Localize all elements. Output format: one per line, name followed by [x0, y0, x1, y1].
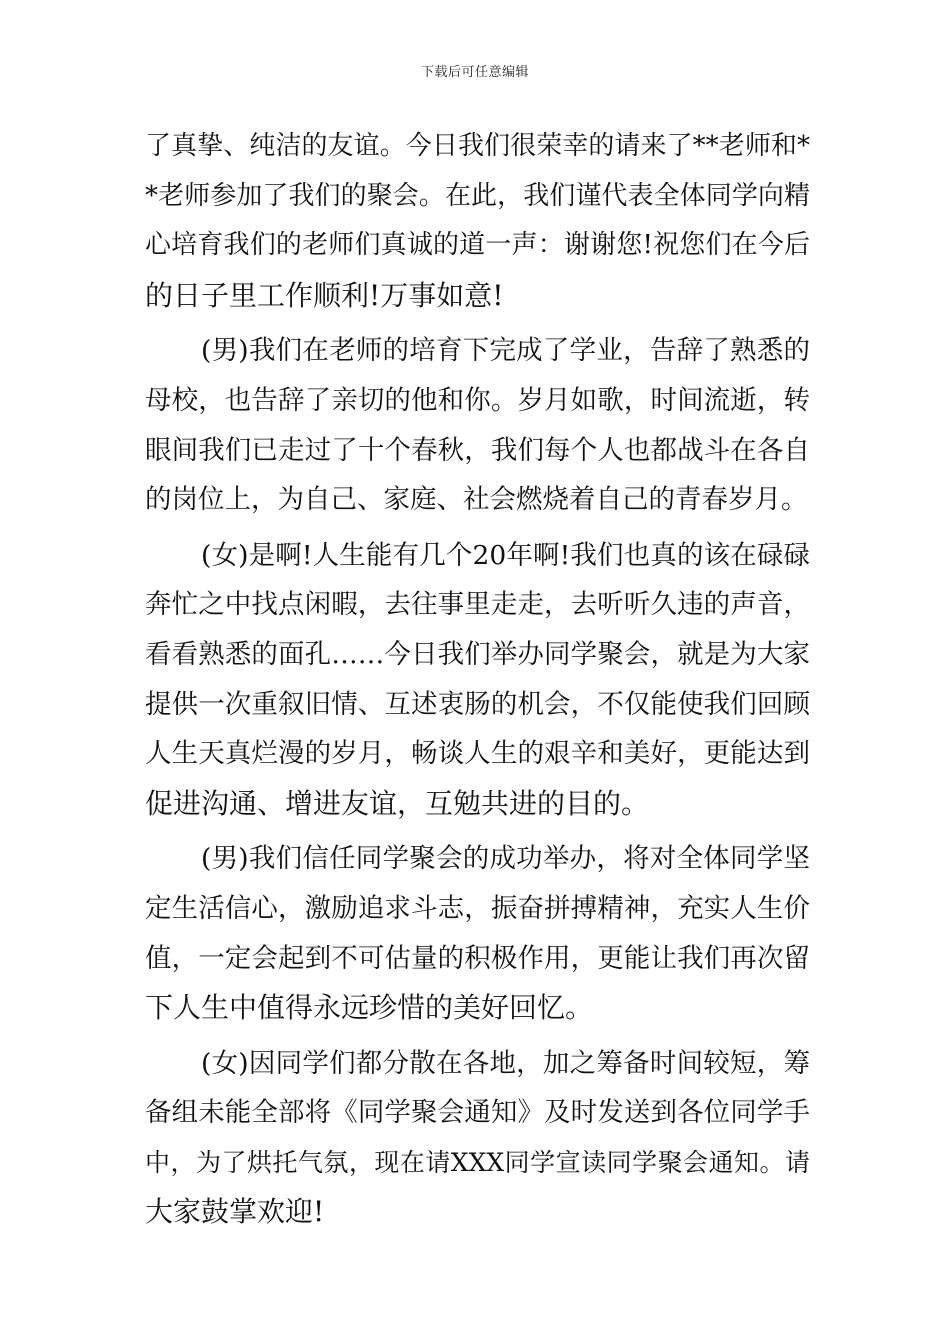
text-line: 看看熟悉的面孔……今日我们举办同学聚会，就是为大家 — [145, 638, 810, 670]
text-line: 促进沟通、增进友谊，互勉共进的目的。 — [145, 786, 650, 820]
text-line: 中，为了烘托气氛，现在请XXX同学宣读同学聚会通知。请 — [145, 1147, 810, 1177]
text-line: 下人生中值得永远珍惜的美好回忆。 — [145, 991, 594, 1025]
paragraph — [145, 834, 810, 1032]
paragraph — [145, 1039, 810, 1237]
text-line: 眼间我们已走过了十个春秋，我们每个人也都战斗在各自 — [145, 434, 810, 466]
paragraph — [145, 326, 810, 524]
text-line: (男)我们在老师的培育下完成了学业，告辞了熟悉的 — [201, 335, 810, 367]
text-line: 的岗位上，为自己、家庭、社会燃烧着自己的青春岁月。 — [145, 484, 808, 516]
paragraph — [145, 531, 810, 829]
text-line: 大家鼓掌欢迎! — [145, 1195, 325, 1229]
text-line: 提供一次重叙旧情、互述衷肠的机会，不仅能使我们回顾 — [145, 688, 810, 720]
document-body — [145, 122, 810, 1237]
text-line: 心培育我们的老师们真诚的道一声：谢谢您!祝您们在今后 — [145, 230, 810, 261]
text-line: *老师参加了我们的聚会。在此，我们谨代表全体同学向精 — [145, 180, 810, 211]
text-line: 的日子里工作顺利!万事如意! — [145, 278, 504, 312]
text-line: (女)是啊!人生能有几个20年啊!我们也真的该在碌碌 — [201, 539, 810, 571]
text-line: 定生活信心，激励追求斗志，振奋拼搏精神，充实人生价 — [145, 892, 810, 924]
text-line: (男)我们信任同学聚会的成功举办，将对全体同学坚 — [201, 843, 810, 875]
text-line: 人生天真烂漫的岁月，畅谈人生的艰辛和美好，更能达到 — [145, 738, 810, 770]
paragraph — [145, 122, 810, 320]
page-header: 下载后可任意编辑 — [420, 65, 529, 80]
text-line: (女)因同学们都分散在各地，加之筹备时间较短，筹 — [201, 1047, 810, 1079]
text-line: 备组未能全部将《同学聚会通知》及时发送到各位同学手 — [145, 1097, 810, 1129]
text-line: 母校，也告辞了亲切的他和你。岁月如歌，时间流逝，转 — [145, 384, 810, 416]
text-line: 奔忙之中找点闲暇，去往事里走走，去听听久违的声音， — [145, 589, 810, 621]
text-line: 了真挚、纯洁的友谊。今日我们很荣幸的请来了**老师和* — [145, 131, 810, 161]
text-line: 值，一定会起到不可估量的积极作用，更能让我们再次留 — [145, 942, 810, 974]
